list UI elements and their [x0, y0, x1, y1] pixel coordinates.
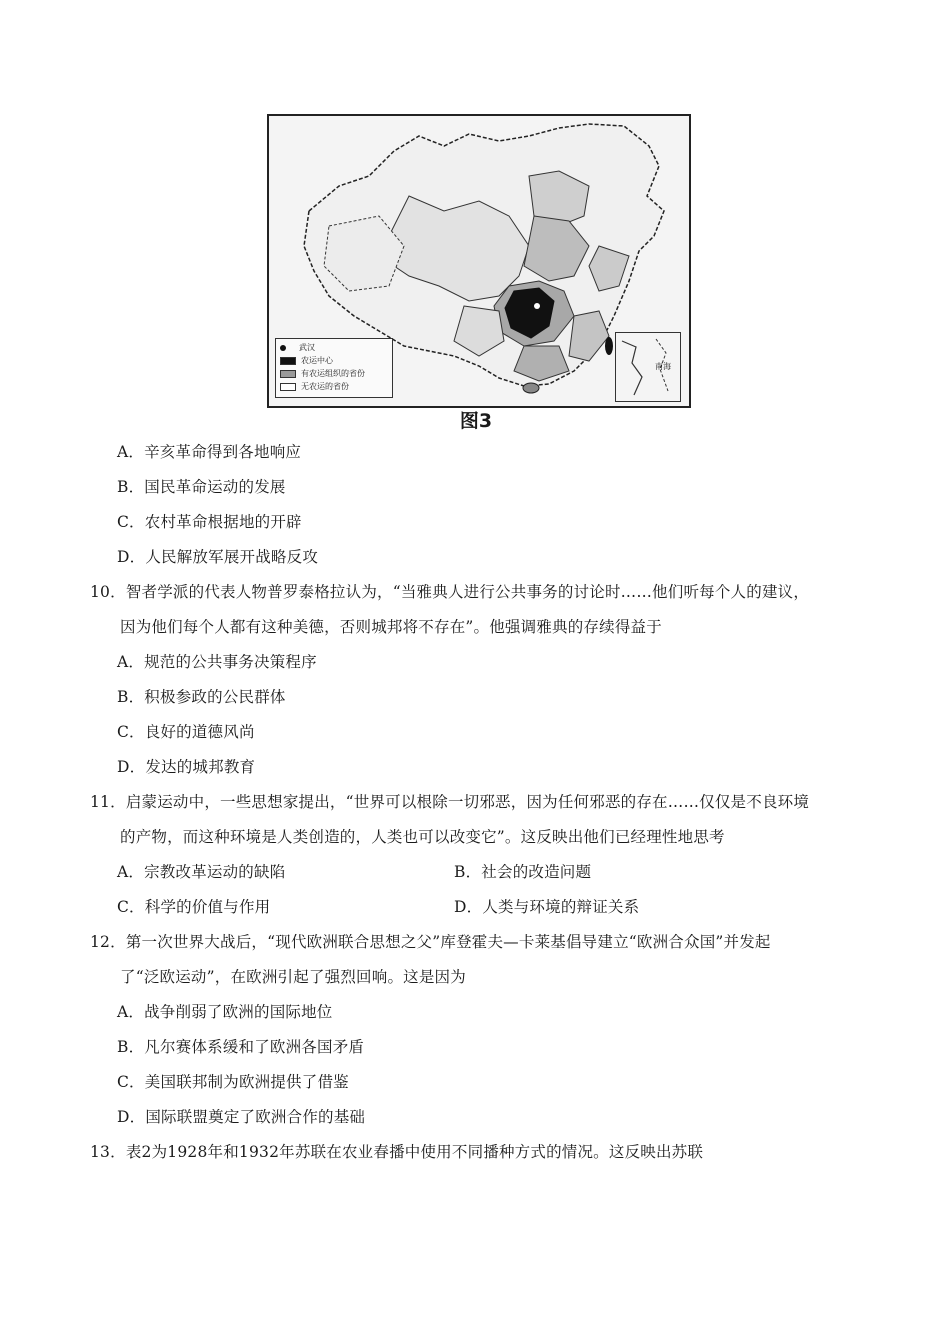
gray-swatch-icon: [280, 370, 296, 378]
q11-stem-line2: 的产物，而这种环境是人类创造的，人类也可以改变它”。这反映出他们已经理性地思考: [120, 828, 725, 846]
q11-option-d: D．人类与环境的辩证关系: [454, 898, 640, 916]
legend-item-none: 无农运的省份: [280, 380, 388, 393]
legend-item-wuhan: 武汉: [280, 341, 388, 354]
q10-option-a: A．规范的公共事务决策程序: [117, 653, 317, 671]
china-map: [267, 114, 691, 408]
q10-stem-line1: 10．智者学派的代表人物普罗泰格拉认为，“当雅典人进行公共事务的讨论时……他们听每个人的建议，: [90, 583, 810, 601]
q10-stem-line2: 因为他们每个人都有这种美德，否则城邦将不存在”。他强调雅典的存续得益于: [120, 618, 662, 636]
q12-option-d: D．国际联盟奠定了欧洲合作的基础: [117, 1108, 366, 1126]
inset-label: 南海: [655, 362, 671, 371]
q12-option-b: B．凡尔赛体系缓和了欧洲各国矛盾: [117, 1038, 365, 1056]
q12-stem-line2: 了“泛欧运动”，在欧洲引起了强烈回响。这是因为: [120, 968, 466, 986]
legend-item-organized: 有农运组织的省份: [280, 367, 388, 380]
q12-stem-line1: 12．第一次世界大战后，“现代欧洲联合思想之父”库登霍夫—卡莱基倡导建立“欧洲合众国”并发起: [90, 933, 771, 951]
figure-caption: 图3: [459, 410, 493, 432]
q10-option-b: B．积极参政的公民群体: [117, 688, 286, 706]
q11-option-c: C．科学的价值与作用: [117, 898, 271, 916]
q13-stem-line1: 13．表2为1928年和1932年苏联在农业春播中使用不同播种方式的情况。这反映出苏联: [90, 1143, 704, 1161]
q9-option-c: C．农村革命根据地的开辟: [117, 513, 302, 531]
map-figure: [255, 108, 697, 433]
q9-option-b: B．国民革命运动的发展: [117, 478, 286, 496]
south-sea-inset: [615, 332, 681, 402]
white-swatch-icon: [280, 383, 296, 391]
q10-option-d: D．发达的城邦教育: [117, 758, 256, 776]
q11-option-a: A．宗教改革运动的缺陷: [117, 863, 286, 881]
map-legend: [275, 338, 393, 398]
black-swatch-icon: [280, 357, 296, 365]
q12-option-a: A．战争削弱了欧洲的国际地位: [117, 1003, 333, 1021]
q11-stem-line1: 11．启蒙运动中，一些思想家提出，“世界可以根除一切邪恶，因为任何邪恶的存在……仅仅是不良环境: [90, 793, 810, 811]
legend-item-center: 农运中心: [280, 354, 388, 367]
q12-option-c: C．美国联邦制为欧洲提供了借鉴: [117, 1073, 349, 1091]
dot-icon: [280, 345, 286, 351]
q9-option-a: A．辛亥革命得到各地响应: [117, 443, 302, 461]
q9-option-d: D．人民解放军展开战略反攻: [117, 548, 319, 566]
q10-option-c: C．良好的道德风尚: [117, 723, 255, 741]
q11-option-b: B．社会的改造问题: [454, 863, 592, 881]
